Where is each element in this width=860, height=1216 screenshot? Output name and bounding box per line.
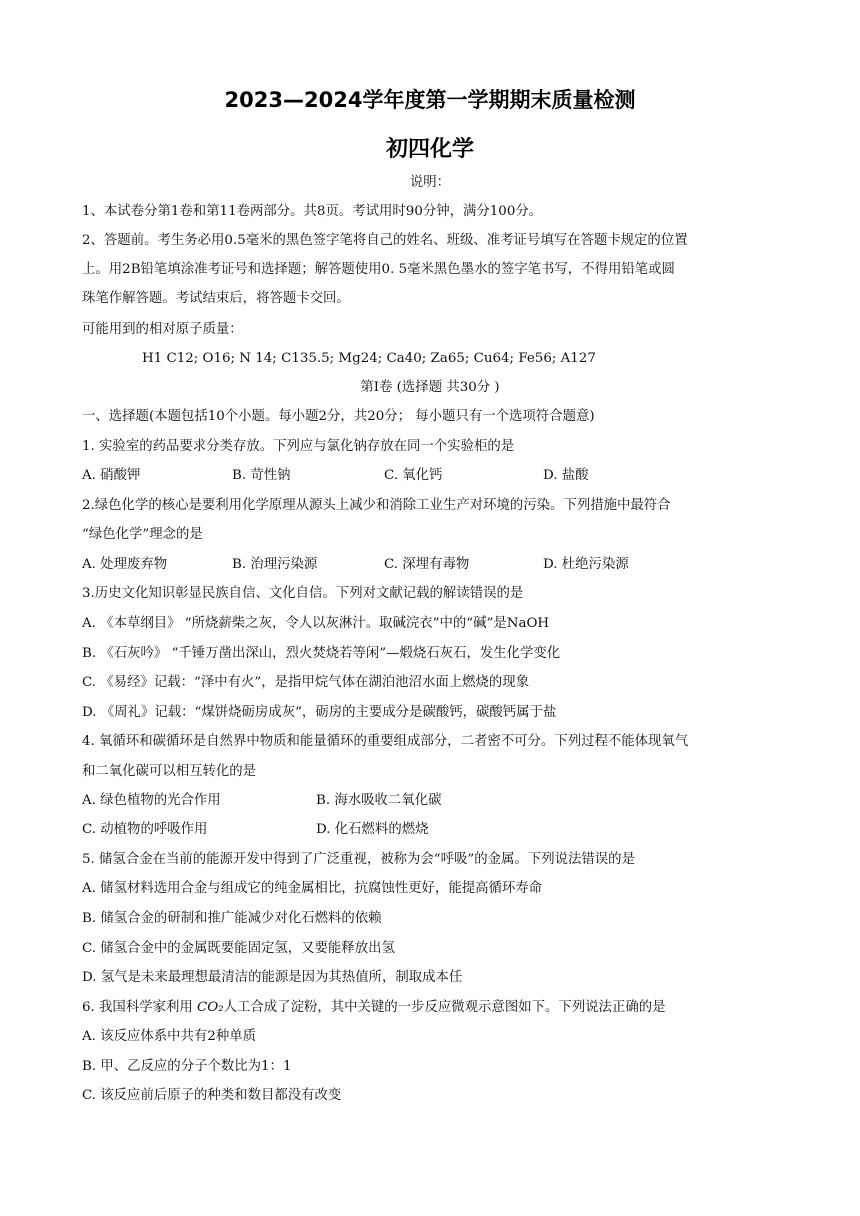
q6-option-b: B. 甲、乙反应的分子个数比为1：1 [82,1059,292,1074]
q2-option-d: D. 杜绝污染源 [543,557,629,572]
atomic-mass-heading: 可能用到的相对原子质量： [82,322,243,337]
q3-option-b: B. 《石灰吟》 “千锤万凿出深山，烈火焚烧若等闲”—煅烧石灰石，发生化学变化 [82,646,561,661]
q6-stem [82,999,782,1017]
instruction-2-line-2: 上。用2B铅笔填涂准考证号和选择题；解答题使用0. 5毫米黑色墨水的签字笔书写，不得用铅笔或圆 [82,262,675,277]
q6-stem-suffix: 人工合成了淀粉，其中关键的一步反应微观示意图如下。下列说法正确的是 [223,1000,666,1015]
q6-option-c: C. 该反应前后原子的种类和数目都没有改变 [82,1088,342,1103]
atomic-mass-list: H1 C12; O16; N 14; C135.5; Mg24; Ca40; Za65; Cu64; Fe56; A127 [142,351,596,366]
section-title: 第Ⅰ卷 (选择题 共30分 ) [360,380,500,395]
q3-option-c: C. 《易经》记载：“泽中有火”，是指甲烷气体在湖泊池沼水面上燃烧的现象 [82,675,530,690]
q4-option-b: B. 海水吸收二氧化碳 [316,793,442,808]
q6-stem-prefix: 6. 我国科学家利用 [82,1000,198,1015]
part-heading: 一、选择题(本题包括10个小题。每小题2分，共20分； 每小题只有一个选项符合题意) [82,409,595,424]
q2-stem-line-1: 2.绿色化学的核心是要利用化学原理从源头上减少和消除工业生产对环境的污染。下列措施中最符合 [82,498,671,513]
q1-option-a: A. 硝酸钾 [82,468,141,483]
q6-option-a: A. 该反应体系中共有2种单质 [82,1029,256,1044]
q2-option-b: B. 治理污染源 [232,557,318,572]
q1-option-c: C. 氧化钙 [384,468,443,483]
q3-option-a: A. 《本草纲目》 “所烧薪柴之灰，令人以灰淋汁。取碱浣衣”中的“碱”是NaOH [82,616,550,631]
q4-option-a: A. 绿色植物的光合作用 [82,793,221,808]
q5-option-a: A. 储氢材料选用合金与组成它的纯金属相比，抗腐蚀性更好，能提高循环寿命 [82,881,543,896]
instruction-2-line-3: 珠笔作解答题。考试结束后，将答题卡交回。 [82,291,350,306]
q3-option-d: D. 《周礼》记载：“煤饼烧砺房成灰”，砺房的主要成分是碳酸钙，碳酸钙属于盐 [82,705,557,720]
instructions-heading: 说明： [409,175,451,190]
exam-title: 2023—2024学年度第一学期期末质量检测 [224,88,636,112]
q5-stem: 5. 储氢合金在当前的能源开发中得到了广泛重视，被称为会“呼吸”的金属。下列说法错误的是 [82,852,635,867]
q4-option-c: C. 动植物的呼吸作用 [82,822,208,837]
q2-option-a: A. 处理废弃物 [82,557,168,572]
q2-option-c: C. 深埋有毒物 [384,557,470,572]
q6-stem-formula: CO₂ [197,1000,224,1015]
q1-option-d: D. 盐酸 [543,468,589,483]
exam-subtitle: 初四化学 [385,137,474,162]
q2-stem-line-2: “绿色化学”理念的是 [82,527,203,542]
q1-stem: 1. 实验室的药品要求分类存放。下列应与氯化钠存放在同一个实验柜的是 [82,439,515,454]
q5-option-b: B. 储氢合金的研制和推广能减少对化石燃料的依赖 [82,911,382,926]
q4-option-d: D. 化石燃料的燃烧 [316,822,429,837]
instruction-1: 1、本试卷分第1卷和第11卷两部分。共8页。考试用时90分钟，满分100分。 [82,204,543,219]
q4-stem-line-1: 4. 氧循环和碳循环是自然界中物质和能量循环的重要组成部分，二者密不可分。下列过程不能体现氧气 [82,734,689,749]
q5-option-d: D. 氢气是未来最理想最清洁的能源是因为其热值所，制取成本任 [82,970,463,985]
q5-option-c: C. 储氢合金中的金属既要能固定氢，又要能释放出氢 [82,941,395,956]
q1-option-b: B. 苛性钠 [232,468,291,483]
instruction-2-line-1: 2、答题前。考生务必用0.5毫米的黑色签字笔将自己的姓名、班级、准考证号填写在答题卡规定的位置 [82,233,688,248]
q4-stem-line-2: 和二氧化碳可以相互转化的是 [82,764,257,779]
q3-stem: 3.历史文化知识彰显民族自信、文化自信。下列对文献记载的解读错误的是 [82,586,524,601]
